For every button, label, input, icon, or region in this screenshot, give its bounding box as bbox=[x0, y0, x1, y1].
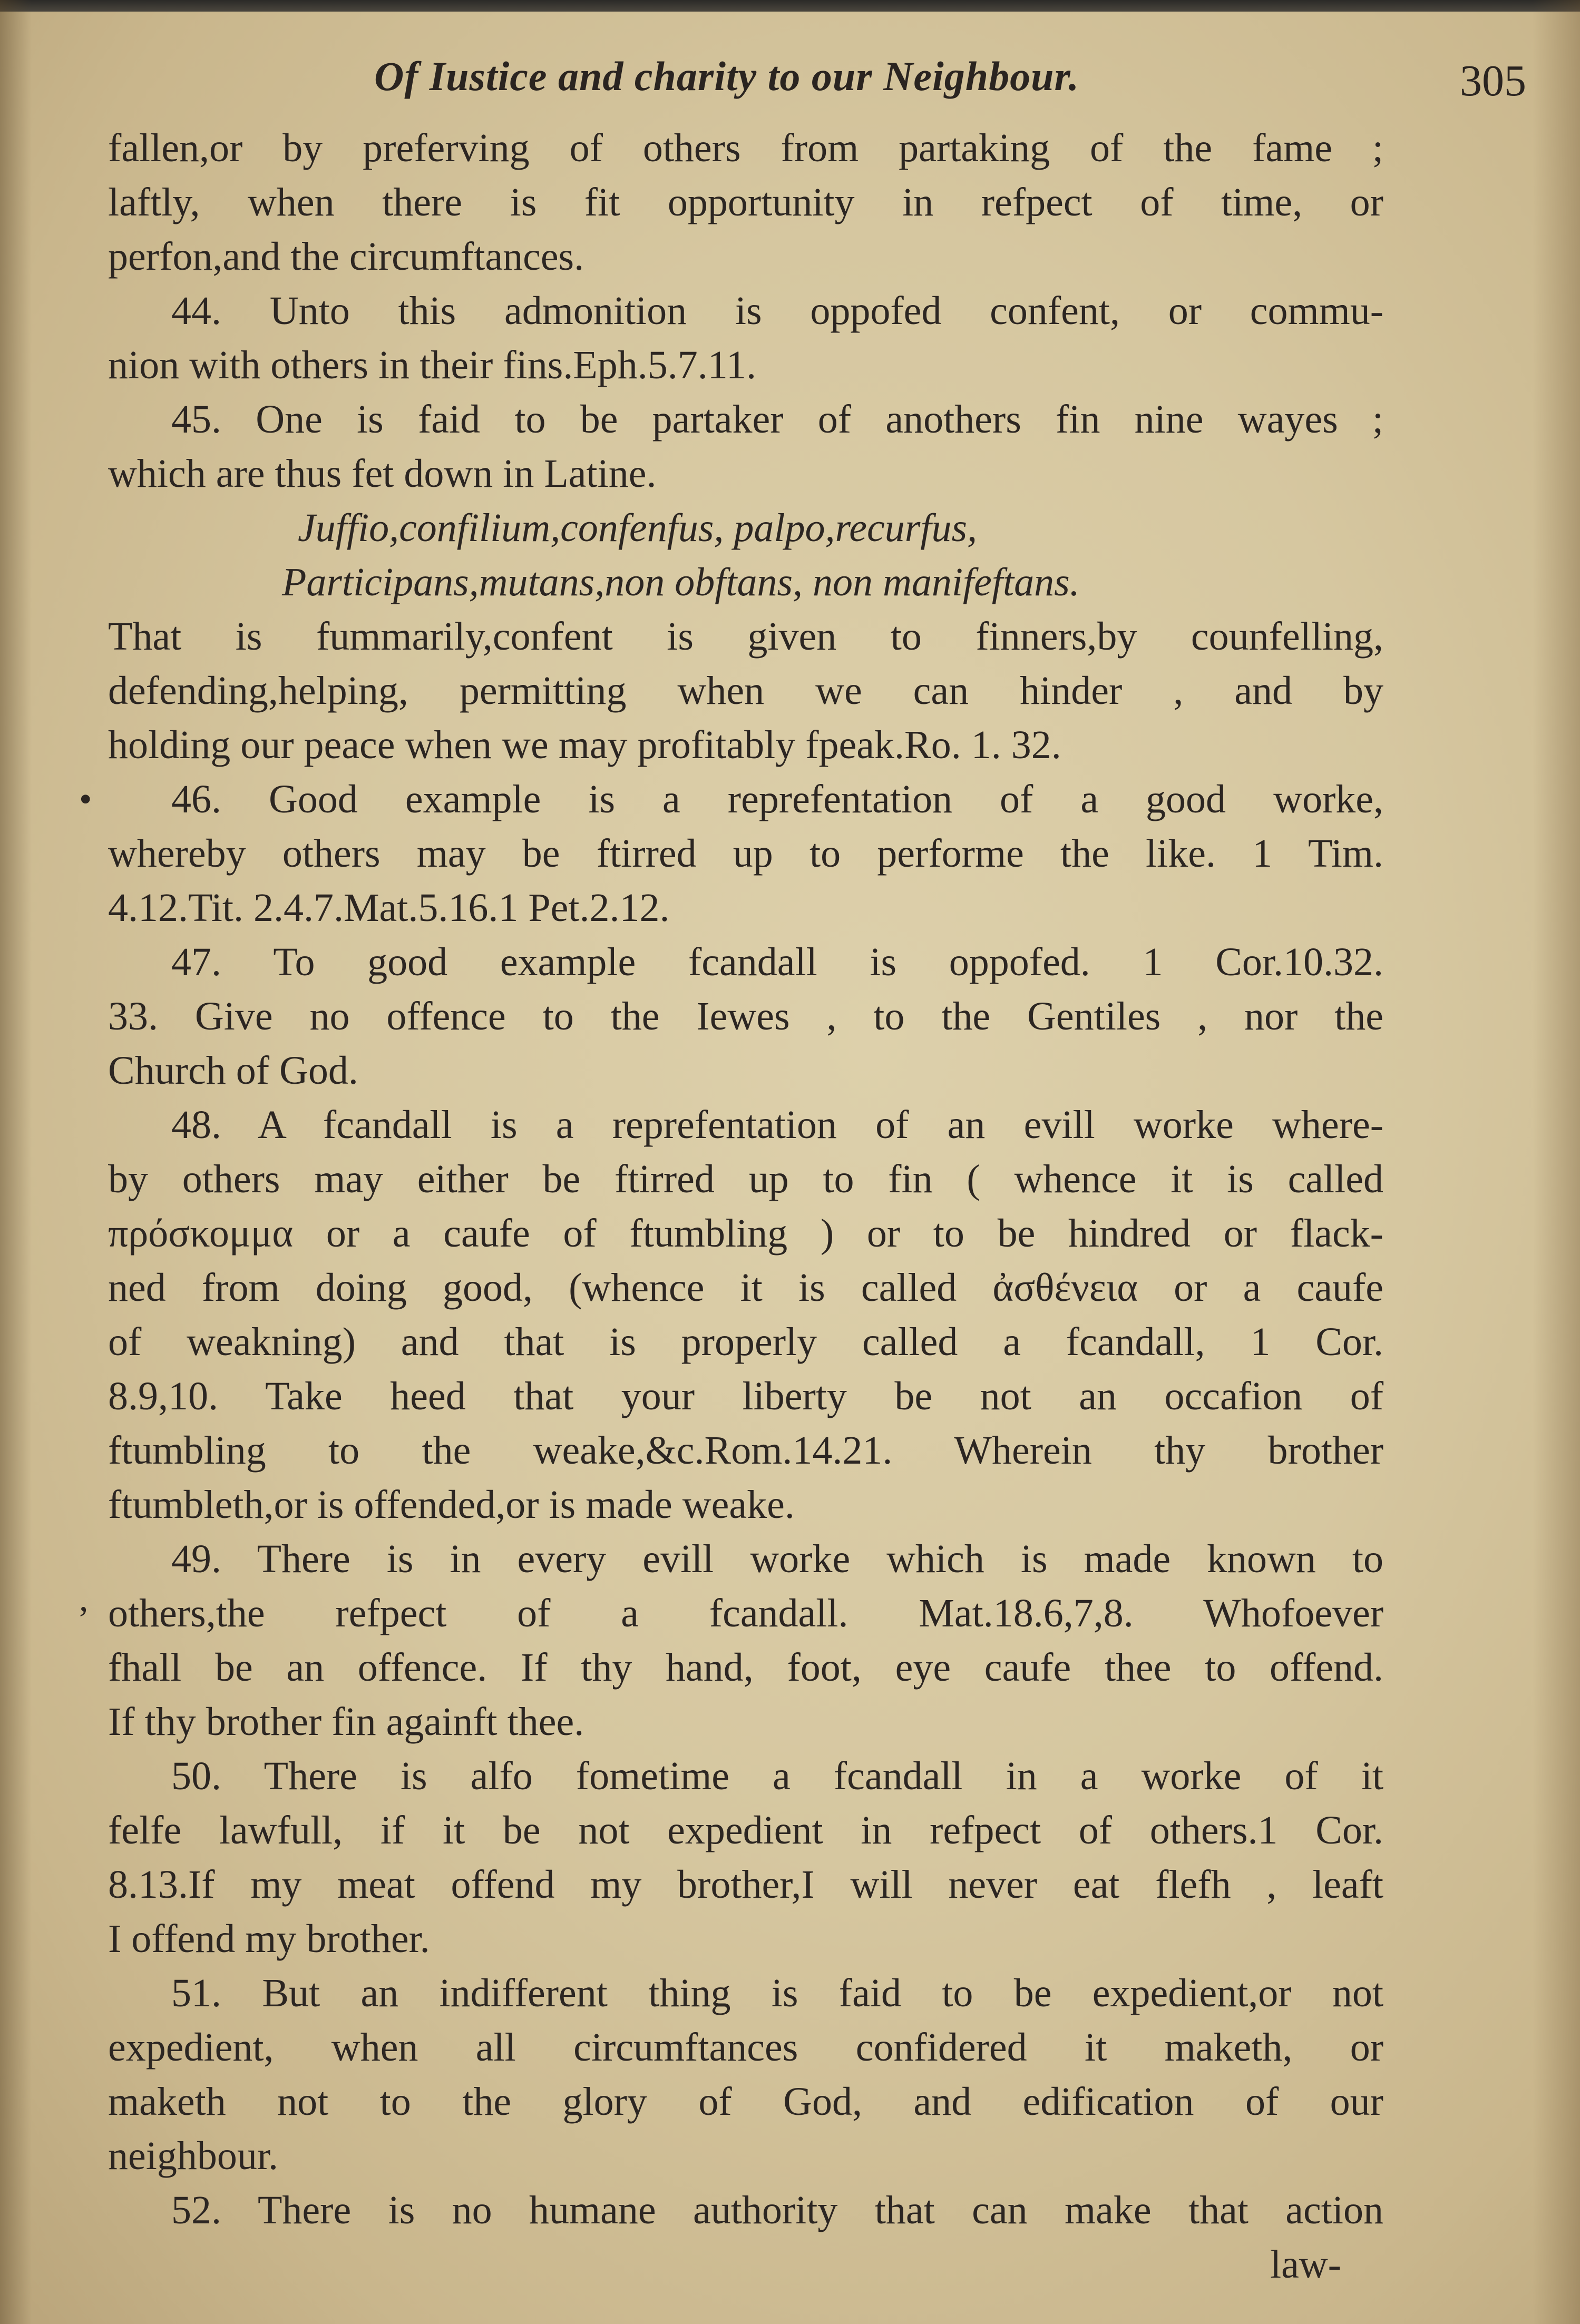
latin-verse-line: Participans,mutans,non obftans, non manifeftans. bbox=[282, 560, 1080, 604]
body-text bbox=[108, 121, 1383, 2292]
gutter-shadow bbox=[0, 0, 32, 2324]
text-line: which are thus fet down in Latine. bbox=[108, 452, 657, 496]
text-line: 4.12.Tit. 2.4.7.Mat.5.16.1 Pet.2.12. bbox=[108, 886, 670, 930]
text-line: neighbour. bbox=[108, 2134, 278, 2178]
text-line: fallen,or by preferving of others from partaking of the fame ; bbox=[108, 126, 1383, 170]
text-line: by others may either be ftirred up to fin ( whence it is called bbox=[108, 1157, 1383, 1201]
text-line: ftumbling to the weake,&c.Rom.14.21. Wherein thy brother bbox=[108, 1428, 1383, 1473]
text-line: 47. To good example fcandall is oppofed. 1 Cor.10.32. bbox=[171, 940, 1383, 984]
text-line: πρόσκομμα or a caufe of ftumbling ) or to be hindred or flack- bbox=[108, 1211, 1383, 1256]
text-line: I offend my brother. bbox=[108, 1917, 430, 1961]
text-line: of weakning) and that is properly called a fcandall, 1 Cor. bbox=[108, 1320, 1383, 1364]
page-number: 305 bbox=[1460, 56, 1526, 105]
catchword: law- bbox=[1270, 2242, 1341, 2287]
text-line: 49. There is in every evill worke which is made known to bbox=[171, 1537, 1383, 1581]
text-line: ftumbleth,or is offended,or is made weake. bbox=[108, 1483, 795, 1527]
text-line: 51. But an indifferent thing is faid to be expedient,or not bbox=[171, 1971, 1383, 2015]
text-line: 44. Unto this admonition is oppofed confent, or commu- bbox=[171, 289, 1383, 333]
text-line: That is fummarily,confent is given to finners,by counfelling, bbox=[108, 614, 1383, 659]
text-line: 8.13.If my meat offend my brother,I will never eat flefh , leaft bbox=[108, 1862, 1383, 1907]
outer-edge-shadow bbox=[1533, 0, 1580, 2324]
text-line: laftly, when there is fit opportunity in refpect of time, or bbox=[108, 180, 1383, 224]
page-top-edge bbox=[0, 0, 1580, 12]
text-line: 52. There is no humane authority that can make that action bbox=[171, 2188, 1383, 2232]
text-line: 46. Good example is a reprefentation of a good worke, bbox=[171, 777, 1383, 821]
text-line: fhall be an offence. If thy hand, foot, eye caufe thee to offend. bbox=[108, 1645, 1383, 1690]
latin-verse-line: Juffio,confilium,confenfus, palpo,recurfus, bbox=[298, 506, 978, 550]
text-line: others,the refpect of a fcandall. Mat.18.6,7,8. Whofoever bbox=[108, 1591, 1383, 1635]
text-line: holding our peace when we may profitably fpeak.Ro. 1. 32. bbox=[108, 723, 1061, 767]
text-line: maketh not to the glory of God, and edification of our bbox=[108, 2080, 1383, 2124]
text-line: If thy brother fin againft thee. bbox=[108, 1700, 584, 1744]
text-line: expedient, when all circumftances confidered it maketh, or bbox=[108, 2025, 1383, 2070]
text-line: nion with others in their fins.Eph.5.7.11. bbox=[108, 343, 756, 387]
text-line: felfe lawfull, if it be not expedient in refpect of others.1 Cor. bbox=[108, 1808, 1383, 1852]
margin-mark: , bbox=[79, 1578, 89, 1619]
text-line: ned from doing good, (whence it is called ἀσθένεια or a caufe bbox=[108, 1266, 1383, 1310]
text-line: 50. There is alfo fometime a fcandall in a worke of it bbox=[171, 1754, 1383, 1798]
text-line: defending,helping, permitting when we can hinder , and by bbox=[108, 669, 1383, 713]
text-line: Church of God. bbox=[108, 1048, 358, 1093]
text-line: 8.9,10. Take heed that your liberty be not an occafion of bbox=[108, 1374, 1383, 1418]
margin-mark: • bbox=[79, 779, 92, 820]
text-line: 45. One is faid to be partaker of anothers fin nine wayes ; bbox=[171, 397, 1383, 442]
text-line: perfon,and the circumftances. bbox=[108, 234, 584, 279]
running-head: Of Iustice and charity to our Neighbour. bbox=[374, 53, 1080, 99]
text-line: 48. A fcandall is a reprefentation of an evill worke where- bbox=[171, 1103, 1383, 1147]
text-line: whereby others may be ftirred up to performe the like. 1 Tim. bbox=[108, 831, 1383, 876]
text-line: 33. Give no offence to the Iewes , to the Gentiles , nor the bbox=[108, 994, 1383, 1038]
